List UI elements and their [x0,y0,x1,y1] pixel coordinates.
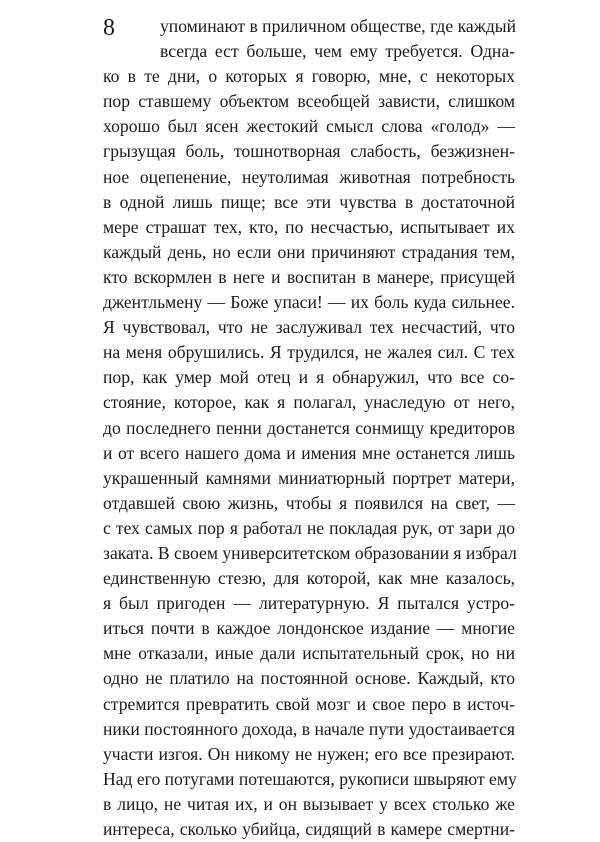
text-line: в лицо, не читая их, и он вызывает у всех столько же [103,793,515,814]
text-line: хорошо был ясен жестокий смысл слова «голод» — [103,116,515,137]
text-line: я был пригоден — литературную. Я пытался устро- [103,593,515,614]
text-line: Над его потугами потешаются, рукописи швыряют ему [103,768,517,789]
text-line: на меня обрушились. Я трудился, не жалея сил. С тех [103,342,515,363]
page-number: 8 [103,15,115,41]
text-line: отдавшей свою жизнь, чтобы я появился на свет, — [103,492,515,513]
text-line: всегда ест больше, чем ему требуется. Одна- [160,41,515,62]
text-line: джентльмену — Боже упаси! — их боль куда сильнее. [103,292,515,313]
text-line: мне отказали, иные дали испытательный срок, но ни [103,643,515,664]
text-line: пор, как умер мой отец и я обнаружил, что все со- [103,367,515,388]
text-line: ное оцепенение, неутолимая животная потребность [103,166,515,187]
text-line: ко в те дни, о которых я говорю, мне, с некоторых [103,66,515,87]
text-line: до последнего пенни достанется сонмищу кредиторов [103,417,515,438]
text-line: заката. В своем университетском образовании я избрал [103,542,517,563]
text-line: участи изгоя. Он никому не нужен; его все презирают. [103,743,515,764]
text-line: и от всего нашего дома и имения мне останется лишь [103,442,515,463]
text-line: кто вскормлен в неге и воспитан в манере, присущей [103,266,515,287]
body-text [103,14,515,842]
text-line: стремится превратить свой мозг и свое перо в источ- [103,693,515,714]
text-line: ники постоянного дохода, в начале пути удостаивается [103,718,515,739]
text-line: иться почти в каждое лондонское издание — многие [103,618,515,639]
text-line: в одной лишь пище; все эти чувства в достаточной [103,191,515,212]
text-line: пор ставшему объектом всеобщей зависти, слишком [103,91,515,112]
text-line: мере страшат тех, кто, по несчастью, испытывает их [103,216,515,237]
text-line: одно не платило на постоянной основе. Каждый, кто [103,668,515,689]
text-line: Я чувствовал, что не заслуживал тех несчастий, что [103,317,515,338]
text-line: интереса, сколько убийца, сидящий в камере смертни- [103,819,515,839]
text-line: грызущая боль, тошнотворная слабость, безжизнен- [103,141,515,162]
text-line: упоминают в приличном обществе, где каждый [160,16,517,36]
text-line: украшенный камнями миниатюрный портрет матери, [103,467,515,488]
text-line: с тех самых пор я работал не покладая рук, от зари до [103,517,515,538]
text-line: стояние, которое, как я полагал, унаследую от него, [103,392,515,413]
text-line: единственную стезю, для которой, как мне казалось, [103,568,515,589]
text-line: каждый день, но если они причиняют страдания тем, [103,241,515,262]
